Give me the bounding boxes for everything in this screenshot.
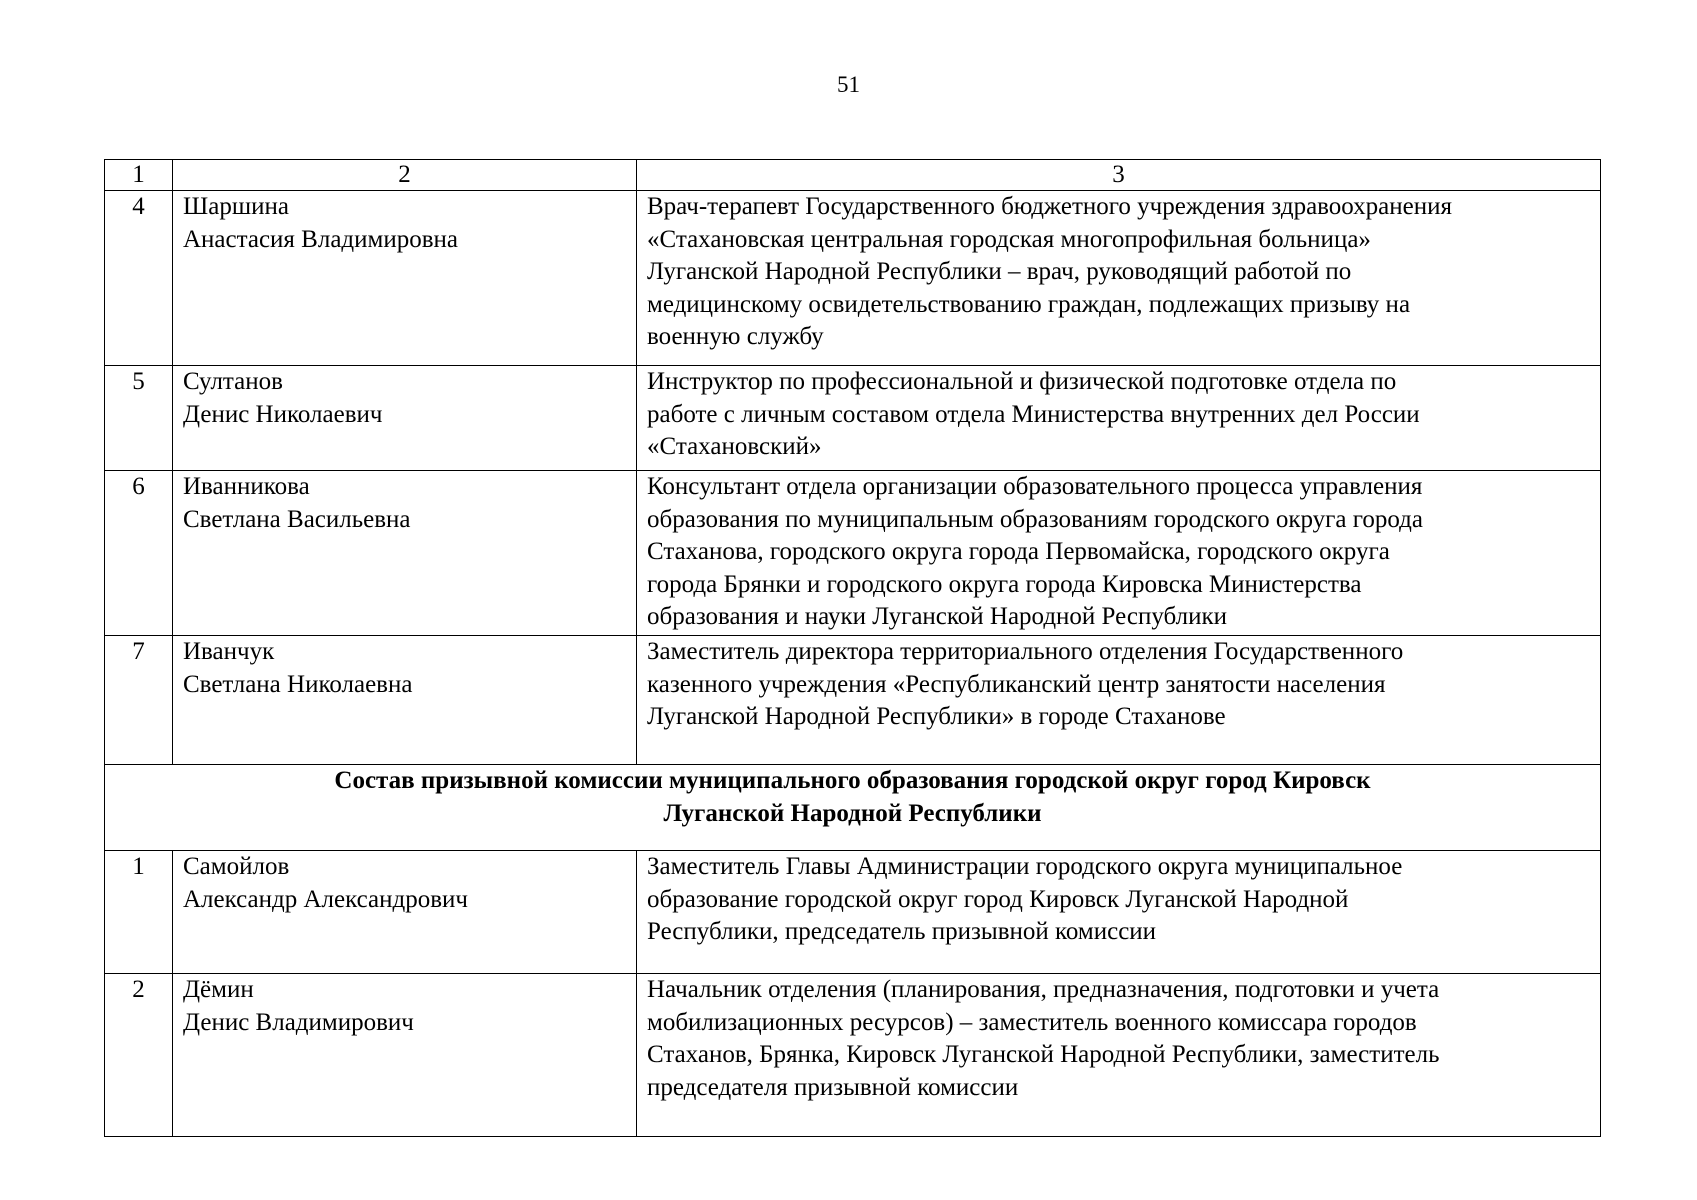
position-line: военную службу — [647, 323, 824, 350]
position-line: медицинскому освидетельствованию граждан, подлежащих призыву на — [647, 290, 1411, 318]
position-line: образования по муниципальным образованиям городского округа города — [647, 505, 1423, 533]
section-title — [105, 765, 1601, 851]
position-line: председателя призывной комиссии — [647, 1073, 1019, 1101]
position-line: Стаханова, городского округа города Первомайска, городского округа — [647, 538, 1390, 565]
table-row — [105, 366, 1601, 471]
surname: Иванчук — [183, 638, 275, 665]
position-line: города Брянки и городского округа города Кировска Министерства — [647, 570, 1362, 598]
position-line: Заместитель директора территориального отделения Государственного — [647, 638, 1404, 665]
position-line: казенного учреждения «Республиканский центр занятости населения — [647, 670, 1386, 698]
given-names: Денис Николаевич — [183, 400, 383, 428]
row-number: 6 — [105, 471, 173, 636]
table-header-row — [105, 160, 1601, 191]
position-line: Луганской Народной Республики – врач, руководящий работой по — [647, 258, 1352, 285]
member-name — [173, 191, 637, 366]
section-header-row — [105, 765, 1601, 851]
position-line: образование городской округ город Кировск Луганской Народной — [647, 885, 1349, 913]
position-line: мобилизационных ресурсов) – заместитель военного комиссара городов — [647, 1008, 1417, 1036]
header-col-position: 3 — [637, 160, 1601, 191]
table-row — [105, 974, 1601, 1137]
surname: Иванникова — [183, 473, 310, 500]
header-col-number: 1 — [105, 160, 173, 191]
member-position — [637, 851, 1601, 974]
position-line: «Стахановская центральная городская многопрофильная больница» — [647, 225, 1371, 253]
member-position — [637, 366, 1601, 471]
surname: Шаршина — [183, 193, 289, 220]
section-title-line: Луганской Народной Республики — [663, 799, 1042, 827]
member-name — [173, 974, 637, 1137]
table-row — [105, 851, 1601, 974]
given-names: Светлана Васильевна — [183, 505, 411, 533]
member-position — [637, 191, 1601, 366]
position-line: Инструктор по профессиональной и физической подготовке отдела по — [647, 368, 1397, 395]
member-position — [637, 471, 1601, 636]
header-col-name: 2 — [173, 160, 637, 191]
commission-table — [104, 159, 1601, 1137]
member-position — [637, 974, 1601, 1137]
position-line: Врач-терапевт Государственного бюджетного учреждения здравоохранения — [647, 193, 1453, 220]
surname: Дёмин — [183, 976, 254, 1003]
position-line: работе с личным составом отдела Министерства внутренних дел России — [647, 400, 1420, 428]
given-names: Анастасия Владимировна — [183, 225, 458, 253]
row-number: 2 — [105, 974, 173, 1137]
position-line: Заместитель Главы Администрации городского округа муниципальное — [647, 853, 1403, 880]
section-title-line: Состав призывной комиссии муниципального образования городской округ город Кировск — [334, 767, 1371, 794]
given-names: Денис Владимирович — [183, 1008, 414, 1036]
row-number: 4 — [105, 191, 173, 366]
table-row — [105, 191, 1601, 366]
member-name — [173, 366, 637, 471]
position-line: образования и науки Луганской Народной Республики — [647, 603, 1227, 630]
row-number: 1 — [105, 851, 173, 974]
table-row — [105, 471, 1601, 636]
member-name — [173, 471, 637, 636]
position-line: Луганской Народной Республики» в городе Стаханове — [647, 703, 1226, 730]
member-name — [173, 636, 637, 765]
page-number: 51 — [837, 72, 860, 97]
surname: Султанов — [183, 368, 283, 395]
member-name — [173, 851, 637, 974]
given-names: Светлана Николаевна — [183, 670, 413, 698]
table-row — [105, 636, 1601, 765]
position-line: Республики, председатель призывной комиссии — [647, 918, 1157, 945]
position-line: Стаханов, Брянка, Кировск Луганской Народной Республики, заместитель — [647, 1041, 1440, 1068]
position-line: «Стахановский» — [647, 433, 822, 460]
member-position — [637, 636, 1601, 765]
surname: Самойлов — [183, 853, 290, 880]
position-line: Консультант отдела организации образовательного процесса управления — [647, 473, 1423, 500]
row-number: 5 — [105, 366, 173, 471]
row-number: 7 — [105, 636, 173, 765]
given-names: Александр Александрович — [183, 885, 468, 913]
position-line: Начальник отделения (планирования, предназначения, подготовки и учета — [647, 976, 1440, 1003]
